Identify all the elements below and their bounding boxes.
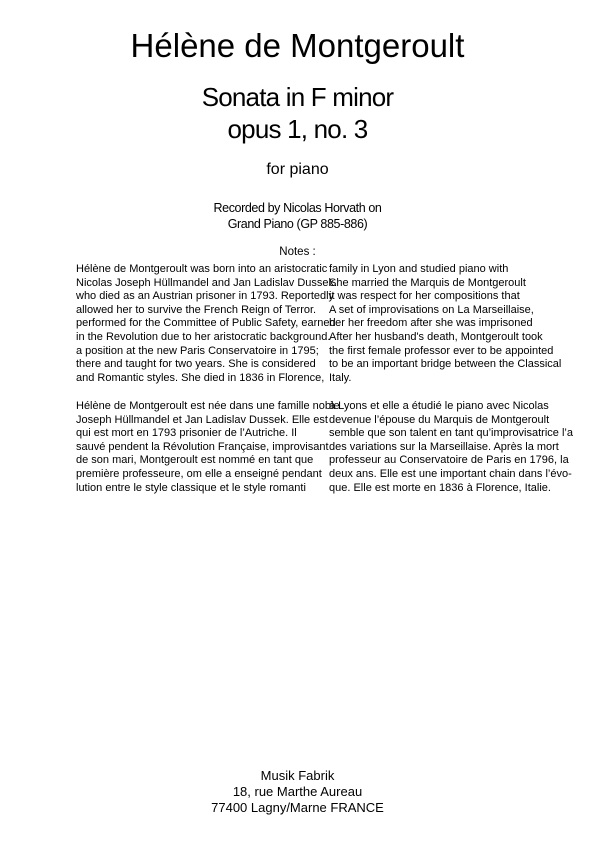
note-line bbox=[76, 317, 595, 331]
note-line-right: à Lyons et elle a étudié le piano avec Nicolas bbox=[329, 400, 549, 412]
composer-name: Hélène de Montgeroult bbox=[130, 27, 465, 64]
work-title: Sonata in F minor bbox=[201, 82, 394, 112]
notes-french-paragraph bbox=[76, 400, 595, 495]
note-line bbox=[76, 372, 595, 386]
note-line-right: the first female professor ever to be appointed bbox=[329, 344, 554, 357]
note-line-right: to be an important bridge between the Classical bbox=[329, 358, 562, 371]
note-line bbox=[76, 345, 595, 359]
instrument-line: for piano bbox=[266, 161, 329, 178]
note-line-left: there and taught for two years. She is considered bbox=[76, 358, 316, 371]
note-line-right: semble que son talent en tant qu’improvisatrice l’a bbox=[329, 427, 573, 440]
note-line bbox=[76, 358, 595, 372]
recording-line-2: Grand Piano (GP 885-886) bbox=[227, 217, 368, 231]
note-line-right: des variations sur la Marseillaise. Après la mort bbox=[329, 440, 559, 453]
note-line-left: lution entre le style classique et le style romanti bbox=[76, 481, 306, 494]
recording-line-1: Recorded by Nicolas Horvath on bbox=[213, 201, 382, 215]
note-line-left: Nicolas Joseph Hüllmandel and Jan Ladislav Dussek. bbox=[76, 276, 338, 289]
note-line-left: de son mari, Montgeroult est nommé en tant que bbox=[76, 454, 314, 467]
note-line bbox=[76, 263, 595, 277]
note-line bbox=[76, 454, 595, 468]
note-line-right: que. Elle est morte en 1836 à Florence, Italie. bbox=[329, 481, 551, 494]
note-line-left: Joseph Hüllmandel et Jan Ladislav Dussek. Elle est bbox=[76, 413, 328, 426]
note-line-right: A set of improvisations on La Marseillaise, bbox=[329, 303, 534, 316]
note-line-right: After her husband's death, Montgeroult took bbox=[329, 330, 543, 343]
note-line-left: who died as an Austrian prisoner in 1793. Reportedly bbox=[76, 290, 335, 303]
note-line-right: devenue l’épouse du Marquis de Montgeroult bbox=[329, 413, 550, 426]
note-line-left: première professeure, om elle a enseigné pendant bbox=[76, 467, 322, 480]
note-line-right: Italy. bbox=[329, 371, 352, 384]
note-line-right: deux ans. Elle est une important chain dans l’évo- bbox=[329, 467, 572, 480]
note-line bbox=[76, 427, 595, 441]
notes-english-paragraph bbox=[76, 263, 595, 385]
note-line bbox=[76, 290, 595, 304]
note-line-left: a position at the new Paris Conservatoire in 1795; bbox=[76, 344, 319, 357]
note-line-left: Hélène de Montgeroult was born into an aristocratic bbox=[76, 263, 328, 275]
note-line-right: professeur au Conservatoire de Paris en 1796, la bbox=[329, 454, 569, 467]
note-line-left: in the Revolution due to her aristocratic background. bbox=[76, 330, 331, 343]
note-line-left: qui est mort en 1793 prisonier de l’Autriche. Il bbox=[76, 427, 297, 440]
publisher-city: 77400 Lagny/Marne FRANCE bbox=[211, 800, 384, 815]
note-line-left: Hélène de Montgeroult est née dans une famille noble bbox=[76, 400, 340, 412]
publisher-street: 18, rue Marthe Aureau bbox=[232, 784, 363, 799]
note-line-left: allowed her to survive the French Reign of Terror. bbox=[76, 303, 317, 316]
note-line bbox=[76, 400, 595, 414]
note-line bbox=[76, 441, 595, 455]
note-line-right: her her freedom after she was imprisoned bbox=[329, 317, 533, 330]
note-line-left: performed for the Committee of Public Safety, earned bbox=[76, 317, 336, 330]
notes-label: Notes : bbox=[279, 246, 316, 258]
note-line-right: She married the Marquis de Montgeroult bbox=[329, 276, 526, 289]
note-line bbox=[76, 331, 595, 345]
publisher-name: Musik Fabrik bbox=[260, 768, 335, 783]
note-line bbox=[76, 468, 595, 482]
note-line-left: and Romantic styles. She died in 1836 in Florence, bbox=[76, 371, 325, 384]
note-line-right: family in Lyon and studied piano with bbox=[329, 263, 509, 275]
note-line-left: sauvé pendent la Révolution Française, improvisant bbox=[76, 440, 329, 453]
work-opus: opus 1, no. 3 bbox=[227, 114, 368, 144]
note-line bbox=[76, 482, 595, 496]
note-line bbox=[76, 277, 595, 291]
note-line bbox=[76, 414, 595, 428]
note-line bbox=[76, 304, 595, 318]
note-line-right: it was respect for her compositions that bbox=[329, 290, 520, 303]
